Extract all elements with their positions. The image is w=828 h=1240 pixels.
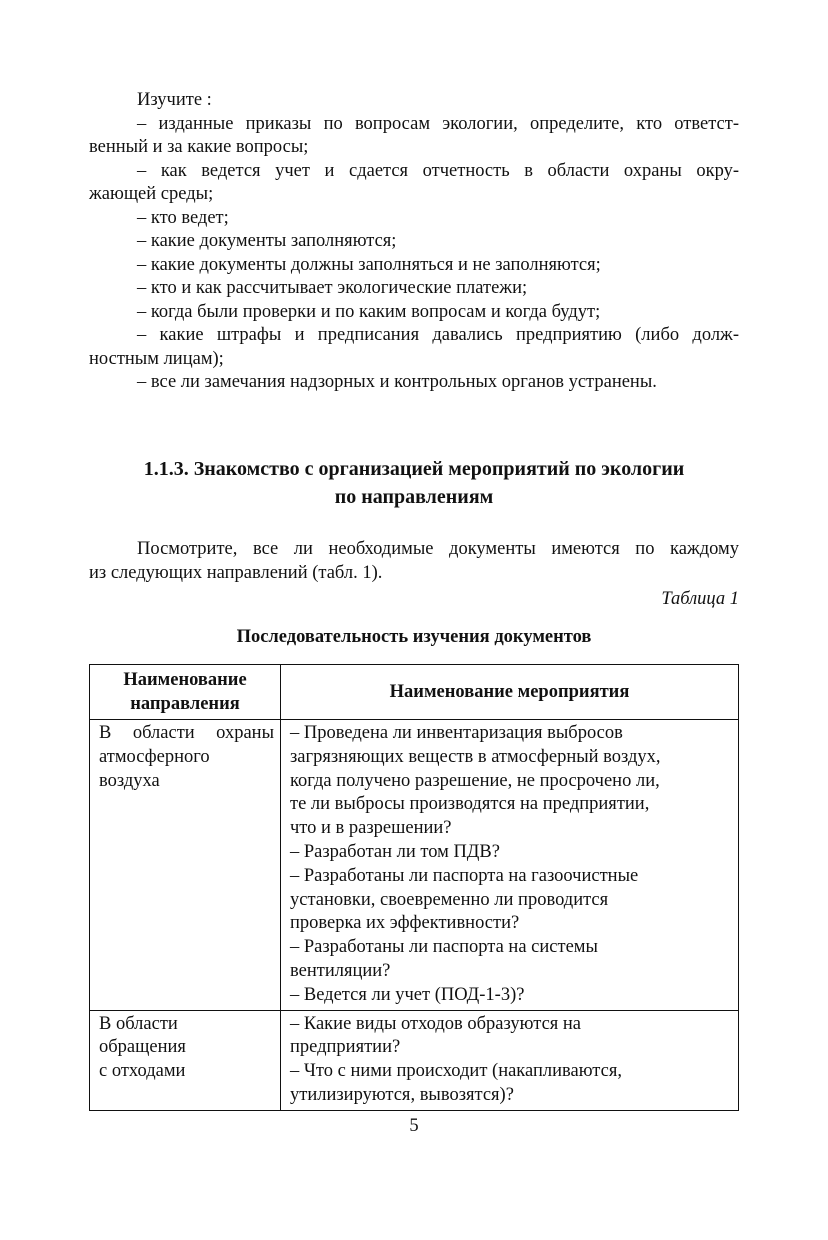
intro-item-9: – все ли замечания надзорных и контрольных органов устранены. [137,372,657,392]
intro-item-8-line-1: – какие штрафы и предписания давались предприятию (либо долж- [137,325,739,345]
measure-line: те ли выбросы производятся на предприятии, [290,794,650,815]
section-paragraph-line-2: из следующих направлений (табл. 1). [89,562,383,583]
header-direction [90,665,281,720]
measures-cell [281,1010,739,1110]
header-direction-line-1: Наименование [123,670,247,690]
measure-line: – Ведется ли учет (ПОД-1-3)? [290,984,525,1005]
documents-table [89,664,739,1111]
measure-line: проверка их эффективности? [290,913,520,934]
direction-line: воздуха [99,770,160,791]
table-title: Последовательность изучения документов [236,627,592,647]
direction-line: В области охраны [99,723,274,743]
measure-line: когда получено разрешение, не просрочено ли, [290,770,660,791]
direction-cell [90,720,281,1011]
intro-item-2-line-1: – как ведется учет и сдается отчетность в области охраны окру- [137,160,739,181]
measure-line: установки, своевременно ли проводится [290,889,609,910]
table-row [90,720,739,1011]
section-heading-line-1: 1.1.3. Знакомство с организацией мероприятий по экологии [143,458,685,480]
section-heading [89,455,739,511]
measure-line: – Какие виды отходов образуются на [290,1013,582,1034]
table-row [90,1010,739,1110]
measure-line: вентиляции? [290,960,391,981]
measure-line: загрязняющих веществ в атмосферный воздух, [290,746,661,767]
intro-item-1-line-2: венный и за какие вопросы; [89,137,309,157]
header-direction-line-2: направления [130,694,240,714]
direction-line: атмосферного [99,746,210,767]
measure-line: – Разработаны ли паспорта на газоочистные [290,865,639,886]
intro-lead: Изучите : [137,90,212,110]
measure-line: – Проведена ли инвентаризация выбросов [290,723,623,743]
intro-item-3: – кто ведет; [137,207,229,228]
measure-line: – Разработан ли том ПДВ? [290,841,500,862]
intro-item-2-line-2: жающей среды; [89,184,214,204]
measure-line: предприятии? [290,1037,401,1058]
intro-item-6: – кто и как рассчитывает экологические платежи; [137,278,528,298]
measures-cell [281,720,739,1011]
direction-line: с отходами [99,1061,186,1082]
measure-line: – Что с ними происходит (накапливаются, [290,1061,622,1082]
direction-cell [90,1010,281,1110]
direction-line: обращения [99,1037,186,1058]
intro-item-8-line-2: ностным лицам); [89,348,224,369]
intro-block [89,89,739,395]
intro-item-1-line-1: – изданные приказы по вопросам экологии, определите, кто ответст- [137,113,739,134]
measure-line: утилизируются, вывозятся)? [290,1084,514,1105]
intro-item-7: – когда были проверки и по каким вопросам и когда будут; [137,301,601,322]
intro-item-4: – какие документы заполняются; [137,231,397,251]
intro-item-5: – какие документы должны заполняться и не заполняются; [137,254,601,275]
table-label: Таблица 1 [661,589,739,609]
header-measure: Наименование мероприятия [281,665,739,720]
section-paragraph [89,538,739,585]
section-heading-line-2: по направлениям [334,486,494,508]
direction-line: В области [99,1013,178,1034]
page-number: 5 [409,1116,419,1136]
section-paragraph-line-1: Посмотрите, все ли необходимые документы имеются по каждому [137,539,739,559]
measure-line: что и в разрешении? [290,818,452,839]
table-header-row [90,665,739,720]
measure-line: – Разработаны ли паспорта на системы [290,937,598,958]
